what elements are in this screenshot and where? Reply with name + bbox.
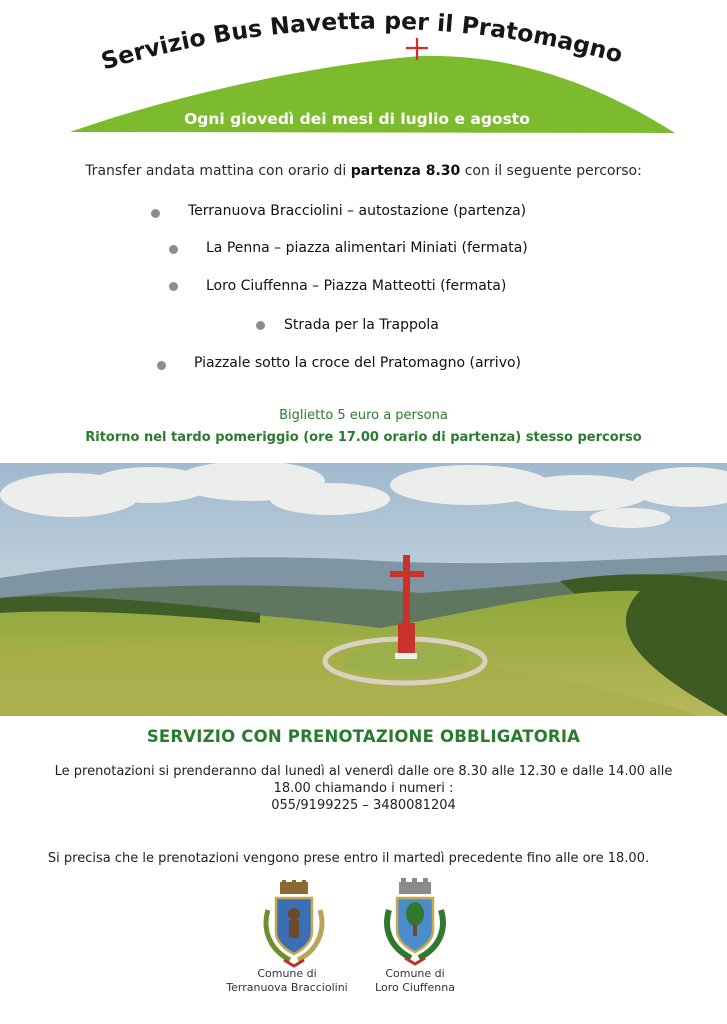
booking-line-2: 18.00 chiamando i numeri : <box>273 781 454 796</box>
terranuova-coat-of-arms-icon <box>260 880 328 970</box>
bullet-dot <box>151 209 160 218</box>
caption-loro-ciuffenna: Comune di Loro Ciuffenna <box>375 967 455 994</box>
bullet-dot <box>169 282 178 291</box>
intro-suffix: con il seguente percorso: <box>460 163 642 179</box>
route-stop: La Penna – piazza alimentari Miniati (fermata) <box>206 240 528 256</box>
bullet-dot <box>169 245 178 254</box>
header-graphic <box>0 0 727 150</box>
route-stop: Loro Ciuffenna – Piazza Matteotti (fermata) <box>206 278 507 294</box>
departure-time: partenza 8.30 <box>350 163 461 179</box>
route-stop: Piazzale sotto la croce del Pratomagno (arrivo) <box>194 355 522 371</box>
intro-text <box>0 163 727 179</box>
bullet-dot <box>256 321 265 330</box>
ticket-price: Biglietto 5 euro a persona <box>279 408 448 423</box>
landscape-photo <box>0 463 727 716</box>
loro-ciuffenna-coat-of-arms-icon <box>381 878 449 968</box>
return-info: Ritorno nel tardo pomeriggio (ore 17.00 orario di partenza) stesso percorso <box>85 430 642 445</box>
header-subtitle: Ogni giovedì dei mesi di luglio e agosto <box>184 110 530 128</box>
booking-phones: 055/9199225 – 3480081204 <box>271 798 456 813</box>
booking-title: SERVIZIO CON PRENOTAZIONE OBBLIGATORIA <box>146 727 581 746</box>
bullet-dot <box>157 361 166 370</box>
booking-note: Si precisa che le prenotazioni vengono prese entro il martedì precedente fino alle ore 18.00. <box>47 851 650 866</box>
booking-details <box>40 763 687 814</box>
route-stop: Strada per la Trappola <box>284 317 439 333</box>
intro-prefix: Transfer andata mattina con orario di <box>85 163 351 179</box>
caption-terranuova: Comune di Terranuova Bracciolini <box>226 967 348 994</box>
booking-line-1: Le prenotazioni si prenderanno dal lunedì al venerdì dalle ore 8.30 alle 12.30 e dalle 14.00 alle <box>54 764 673 779</box>
route-stop: Terranuova Bracciolini – autostazione (partenza) <box>188 203 527 219</box>
header-title: Servizio Bus Navetta per il Pratomagno <box>97 6 626 76</box>
